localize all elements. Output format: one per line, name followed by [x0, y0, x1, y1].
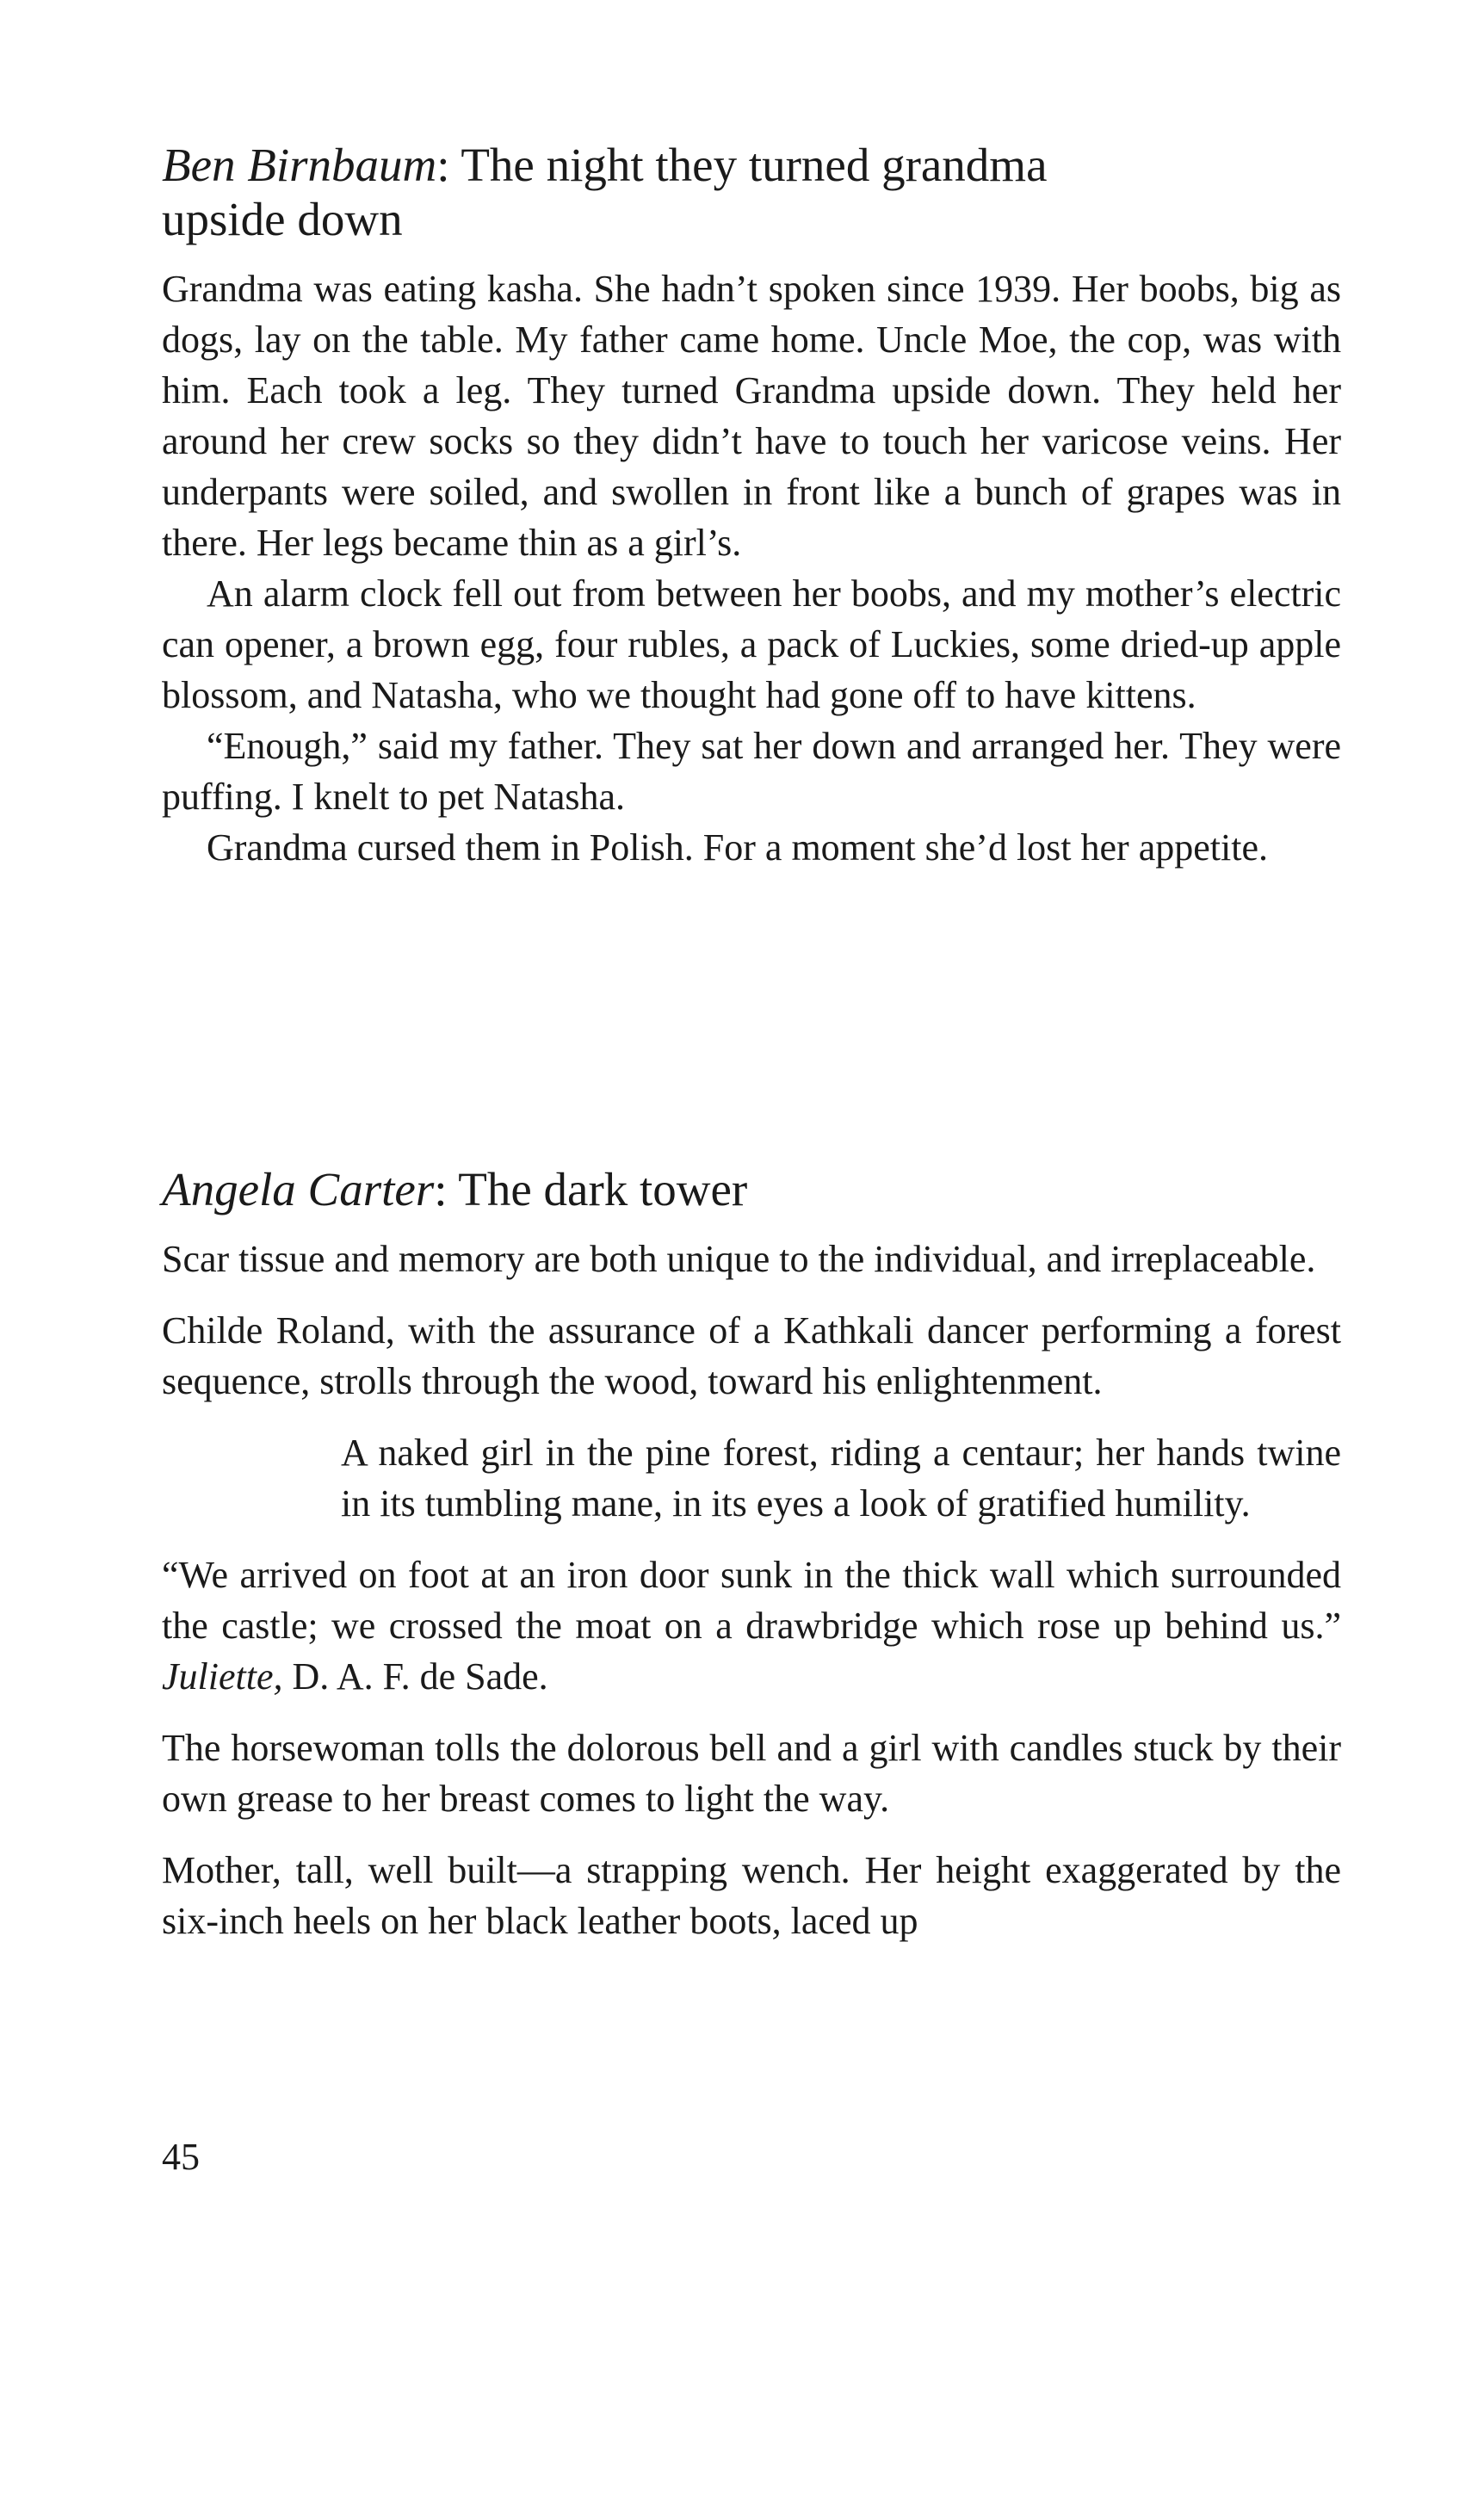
story-heading — [162, 138, 1341, 246]
paragraph: Mother, tall, well built—a strapping wench. Her height exaggerated by the six-inch heels on her black leather boots, laced up — [162, 1849, 1341, 1942]
story-title: The night they turned grandma — [461, 139, 1048, 191]
story-heading — [162, 1162, 1341, 1216]
paragraph: Scar tissue and memory are both unique to the individual, and irreplaceable. — [162, 1238, 1316, 1280]
story-body — [162, 263, 1341, 873]
heading-colon: : — [436, 139, 450, 191]
inset-passage: A naked girl in the pine forest, riding a centaur; her hands twine in its tumbling mane, in its eyes a look of gratified humility. — [341, 1432, 1341, 1525]
story-carter — [162, 1162, 1341, 1946]
author-name: Angela Carter — [162, 1163, 435, 1215]
quotation-paragraph — [162, 1549, 1341, 1702]
page-number: 45 — [162, 2136, 200, 2178]
story-body — [162, 1234, 1341, 1946]
paragraph: “Enough,” said my father. They sat her down and arranged her. They were puffing. I knelt to pet Natasha. — [162, 725, 1341, 818]
paragraph: Grandma cursed them in Polish. For a moment she’d lost her appetite. — [207, 826, 1268, 869]
paragraph: Childe Roland, with the assurance of a Kathkali dancer performing a forest sequence, strolls through the wood, toward his enlightenment. — [162, 1309, 1341, 1402]
quotation-source-title: Juliette, — [162, 1655, 283, 1698]
paragraph: An alarm clock fell out from between her boobs, and my mother’s electric can opener, a brown egg, four rubles, a pack of Luckies, some dried-up apple blossom, and Natasha, who we thought had gone off to have kittens. — [162, 572, 1341, 716]
heading-colon: : — [434, 1163, 448, 1215]
quotation-source-author: D. A. F. de Sade. — [292, 1655, 548, 1698]
quotation-text: “We arrived on foot at an iron door sunk in the thick wall which surrounded the castle; we crossed the moat on a drawbridge which rose up behind us.” — [162, 1554, 1341, 1647]
story-title-continued: upside down — [162, 193, 403, 245]
paragraph: Grandma was eating kasha. She hadn’t spoken since 1939. Her boobs, big as dogs, lay on the table. My father came home. Uncle Moe, the cop, was with him. Each took a leg. They turned Grandma upside down. They held her around her crew socks so they didn’t have to touch her varicose veins. Her underpants were soiled, and swollen in front like a bunch of grapes was in there. Her legs became thin as a girl’s. — [162, 268, 1341, 564]
story-title: The dark tower — [458, 1163, 748, 1215]
story-birnbaum — [162, 138, 1341, 873]
paragraph: The horsewoman tolls the dolorous bell and a girl with candles stuck by their own grease to her breast comes to light the way. — [162, 1727, 1341, 1820]
author-name: Ben Birnbaum — [162, 139, 437, 191]
